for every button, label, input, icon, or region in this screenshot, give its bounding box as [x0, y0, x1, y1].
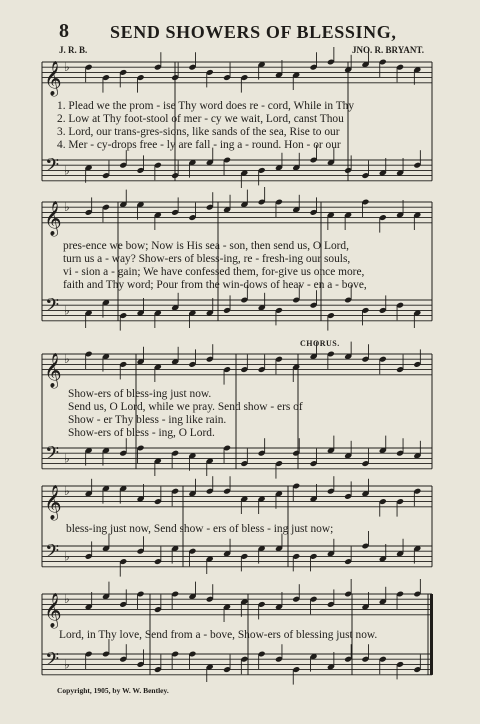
verse-1-line-3: Show-ers of bless-ing just now.: [68, 388, 212, 400]
key-flat-bass-4: ♭: [64, 549, 70, 564]
composer-credit: JNO. R. BRYANT.: [352, 45, 424, 55]
verse-4-line-1: 4. Mer - cy-drops free - ly are fall - ing a - round. Hon - or our: [57, 139, 341, 151]
bass-notes-3: [85, 436, 422, 479]
verse-2-line-2: turn us a - way? Show-ers of bless-ing, re - fresh-ing our souls,: [63, 253, 351, 265]
treble-staff-1: [42, 62, 432, 83]
key-flat-bass-5: ♭: [64, 657, 70, 672]
treble-clef-4: 𝄞: [44, 484, 62, 520]
treble-clef-3: 𝄞: [44, 352, 62, 388]
bass-staff-1: [42, 160, 432, 181]
verse-3-line-3: Show - er Thy bless - ing like rain.: [68, 414, 227, 426]
key-flat-bass-1: ♭: [64, 163, 70, 178]
verse-2-line-3: Send us, O Lord, while we pray. Send show - ers of: [68, 401, 303, 413]
treble-notes-1: [85, 47, 422, 93]
treble-notes-2: [85, 187, 422, 233]
verse-4-line-2: faith and Thy word; Pour from the win-dows of heav - en a - bove,: [63, 279, 367, 291]
copyright-notice: Copyright, 1905, by W. W. Bentley.: [57, 686, 169, 695]
bass-staff-4: [42, 546, 432, 567]
verse-3-line-2: vi - sion a - gain; We have confessed them, for-give us once more,: [63, 266, 365, 278]
treble-staff-2: [42, 202, 432, 223]
verse-3-line-1: 3. Lord, our trans-gres-sions, like sands of the sea, Rise to our: [57, 126, 340, 138]
treble-staff-3: [42, 354, 432, 375]
bass-staff-3: [42, 448, 432, 469]
treble-clef-1: 𝄞: [44, 60, 62, 96]
bass-staff-5: [42, 654, 432, 675]
bass-clef-1: 𝄢: [45, 155, 60, 181]
key-flat-bass-2: ♭: [64, 303, 70, 318]
author-credit: J. R. B.: [59, 45, 88, 55]
bass-notes-2: [85, 285, 422, 331]
bass-clef-3: 𝄢: [45, 443, 60, 469]
bass-notes-4: [85, 531, 422, 577]
key-flat-treble-4: ♭: [64, 484, 70, 499]
bass-clef-4: 𝄢: [45, 541, 60, 567]
treble-notes-5: [85, 579, 422, 622]
bass-clef-5: 𝄢: [45, 649, 60, 675]
treble-clef-5: 𝄞: [44, 592, 62, 628]
page-number: 8: [59, 20, 69, 42]
verse-1-line-1: 1. Plead we the prom - ise Thy word does re - cord, While in Thy: [57, 100, 355, 112]
chorus-line-1: bless-ing just now, Send show - ers of bless - ing just now;: [66, 523, 334, 535]
treble-staff-4: [42, 486, 432, 507]
verse-4-line-3: Show-ers of bless - ing, O Lord.: [68, 427, 215, 439]
chorus-line-2: Lord, in Thy love, Send from a - bove, Show-ers of blessing just now.: [59, 629, 378, 641]
bass-clef-2: 𝄢: [45, 295, 60, 321]
key-flat-bass-3: ♭: [64, 451, 70, 466]
hymn-title: SEND SHOWERS OF BLESSING,: [110, 22, 397, 42]
key-flat-treble-5: ♭: [64, 592, 70, 607]
bass-notes-1: [85, 145, 422, 188]
treble-clef-2: 𝄞: [44, 200, 62, 236]
final-barline-thick: [430, 594, 433, 675]
bass-staff-2: [42, 300, 432, 321]
key-flat-treble-2: ♭: [64, 200, 70, 215]
verse-1-line-2: pres-ence we bow; Now is His sea - son, then send us, O Lord,: [63, 240, 349, 252]
key-flat-treble-3: ♭: [64, 352, 70, 367]
bass-notes-5: [85, 639, 422, 685]
chorus-label: CHORUS.: [300, 339, 340, 348]
treble-staff-5: [42, 594, 432, 615]
key-flat-treble-1: ♭: [64, 60, 70, 75]
verse-2-line-1: 2. Low at Thy foot-stool of mer - cy we wait, Lord, canst Thou: [57, 113, 344, 125]
treble-notes-3: [85, 342, 422, 385]
